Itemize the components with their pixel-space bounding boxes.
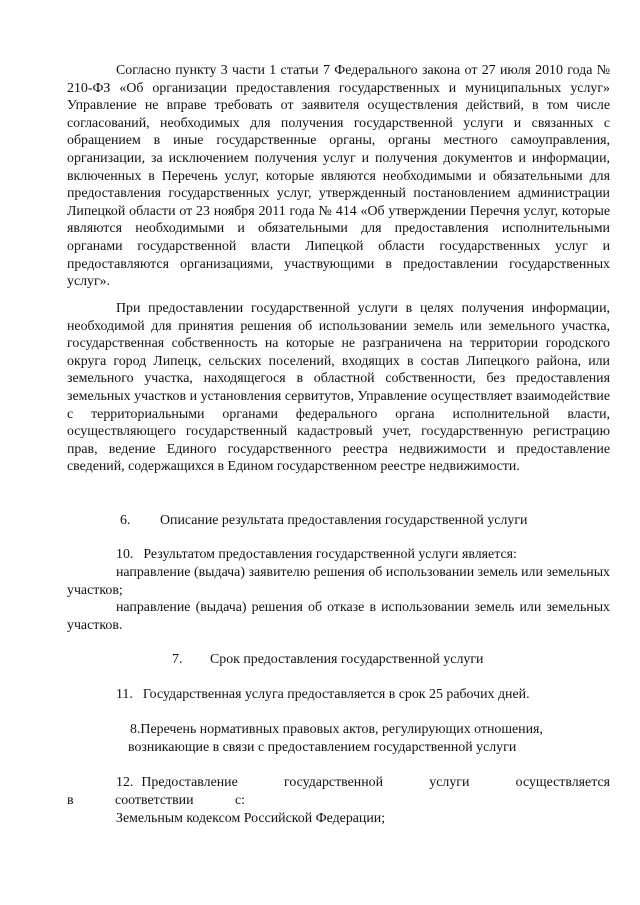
- section-8-title-line-2: возникающие в связи с предоставлением государственной услуги: [128, 740, 517, 755]
- item-11-number: 11.: [116, 687, 133, 702]
- item-11-text: Государственная услуга предоставляется в срок 25 рабочих дней.: [142, 687, 530, 702]
- section-6-heading: [120, 512, 527, 530]
- item-12: [67, 774, 610, 809]
- section-8-number: 8.: [130, 722, 141, 737]
- item-10-number: 10.: [116, 547, 134, 562]
- item-12-text: Предоставление государственной услуги осуществляется в соответствии с:: [67, 775, 610, 808]
- item-10-result-1: направление (выдача) заявителю решения об использовании земель или земельных участков;: [67, 565, 610, 598]
- section-8-heading-line-1: [130, 721, 543, 739]
- section-6-title: Описание результата предоставления государственной услуги: [160, 513, 528, 528]
- item-10-result-2: направление (выдача) решения об отказе в использовании земель или земельных участков.: [67, 600, 610, 633]
- item-10-text: Результатом предоставления государственной услуги является:: [143, 547, 517, 562]
- item-10-heading: [116, 546, 517, 564]
- section-7-title: Срок предоставления государственной услуги: [210, 652, 484, 667]
- paragraph-interaction-restriction: Согласно пункту 3 части 1 статьи 7 Федерального закона от 27 июля 2010 года № 210-ФЗ «Об организации предоставления государственных и муниципальных услуг» Управление не вправе требовать от заявителя осуществления действий, в том числе согласований, необходимых для получения государственной услуги и связанных с обращением в иные государственные органы, органы местного самоуправления, организации, за исключением получения услуг и получения документов и информации, включенных в Перечень услуг, которые являются необходимыми и обязательными для предоставления государственных услуг, утвержденный постановлением администрации Липецкой области от 23 ноября 2011 года № 414 «Об утверждении Перечня услуг, которые являются необходимыми и обязательными для предоставления исполнительными органами государственной власти Липецкой области государственных услуг и предоставляются организациями, участвующими в предоставлении государственных услуг».: [67, 63, 610, 290]
- section-7-number: 7.: [172, 652, 183, 667]
- item-12-law-1: Земельным кодексом Российской Федерации;: [116, 811, 386, 826]
- paragraph-interagency-interaction: При предоставлении государственной услуги в целях получения информации, необходимой для принятия решения об использовании земель или земельного участка, государственная собственность на которые не разграничена на территории городского округа город Липецк, сельских поселений, входящих в состав Липецкого района, или земельного участка, находящегося в областной собственности, без предоставления земельных участков и установления сервитутов, Управление осуществляет взаимодействие с территориальными органами федерального органа исполнительной власти, осуществляющего государственный кадастровый учет, государственную регистрацию прав, ведение Единого государственного реестра недвижимости и предоставление сведений, содержащихся в Едином государственном реестре недвижимости.: [67, 301, 610, 475]
- section-7-heading: [172, 651, 483, 669]
- section-8-title-line-1: Перечень нормативных правовых актов, регулирующих отношения,: [140, 722, 543, 737]
- section-6-number: 6.: [120, 513, 131, 528]
- item-11: [116, 686, 530, 704]
- item-12-number: 12.: [116, 775, 134, 790]
